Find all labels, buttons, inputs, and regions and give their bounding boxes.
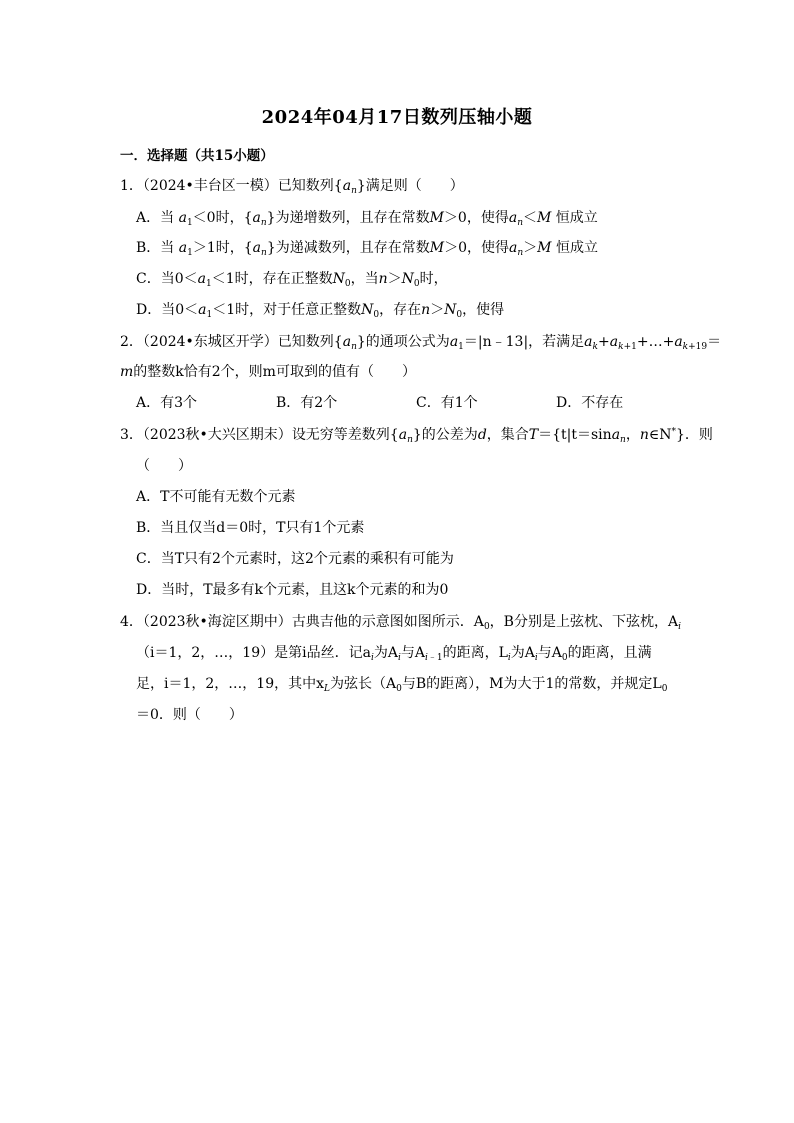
question-2-stem: 2．（2024•东城区开学）已知数列$\{a_n\}$的通项公式为$a_1=|n﹣13|$，若满足$a_k+a_{k+1}+\dots+a_{k+19}=$ xyxy=(120,334,722,352)
question-1-option-b: B．当 $a_1>1$时，$\{a_n\}$为递减数列，且存在常数M＞0，使得$a_n>M$ 恒成立 xyxy=(136,240,598,258)
question-3-option-b: B．当且仅当d＝0时，T只有1个元素 xyxy=(136,520,365,536)
question-2-stem-line2: m的整数k恰有2个，则m可取到的值有（ ） xyxy=(120,364,416,380)
question-3-stem-line2: （ ） xyxy=(136,458,192,474)
question-3-option-d: D．当时，T最多有k个元素，且这k个元素的和为0 xyxy=(136,582,449,598)
question-3-stem: 3．（2023秋•大兴区期末）设无穷等差数列$\{a_n\}$的公差为d，集合T＝{t|t＝sina$_n$，n∈N*}．则 xyxy=(120,427,713,445)
question-2-option-b: B．有2个 xyxy=(276,395,338,411)
page-title: 2024年04月17日数列压轴小题 xyxy=(261,107,533,128)
question-1-stem: 1．（2024•丰台区一模）已知数列$\{a_n\}$满足则（ ） xyxy=(120,178,464,196)
question-2-options xyxy=(136,393,623,413)
question-4-stem: 4．（2023秋•海淀区期中）古典吉他的示意图如图所示．$A_0$，B分别是上弦枕、下弦枕，$A_i$ xyxy=(120,614,681,632)
question-2-option-a: A．有3个 xyxy=(136,395,198,411)
question-3-option-a: A．T不可能有无数个元素 xyxy=(136,489,296,505)
question-1-option-a: A．当 $a_1<0$时，$\{a_n\}$为递增数列，且存在常数M＞0，使得$a_n<M$ 恒成立 xyxy=(136,210,598,228)
question-2-option-d: D．不存在 xyxy=(556,395,624,411)
question-1-option-d: D．当$0<a_1<1$时，对于任意正整数$N_0$，存在$n>N_0$，使得 xyxy=(136,302,505,320)
section-heading: 一．选择题（共15小题） xyxy=(120,148,274,164)
question-4-stem-line3: 足，i＝1，2，…，19，其中$x_L$为弦长（$A_0$与B的距离），M为大于1的常数，并规定$L_0$ xyxy=(136,676,668,694)
question-3-option-c: C．当T只有2个元素时，这2个元素的乘积有可能为 xyxy=(136,551,454,567)
question-1-option-c: C．当$0<a_1<1$时，存在正整数$N_0$，当$n>N_0$时， xyxy=(136,271,448,289)
question-2-option-c: C．有1个 xyxy=(416,395,478,411)
question-4-stem-line4: ＝0．则（ ） xyxy=(136,707,243,723)
question-4-stem-line2: （i＝1，2，…，19）是第i品丝．记$a_i$为$A_i$与$A_{i﹣1}$的距离，$L_i$为$A_i$与$A_0$的距离，且满 xyxy=(136,645,652,663)
